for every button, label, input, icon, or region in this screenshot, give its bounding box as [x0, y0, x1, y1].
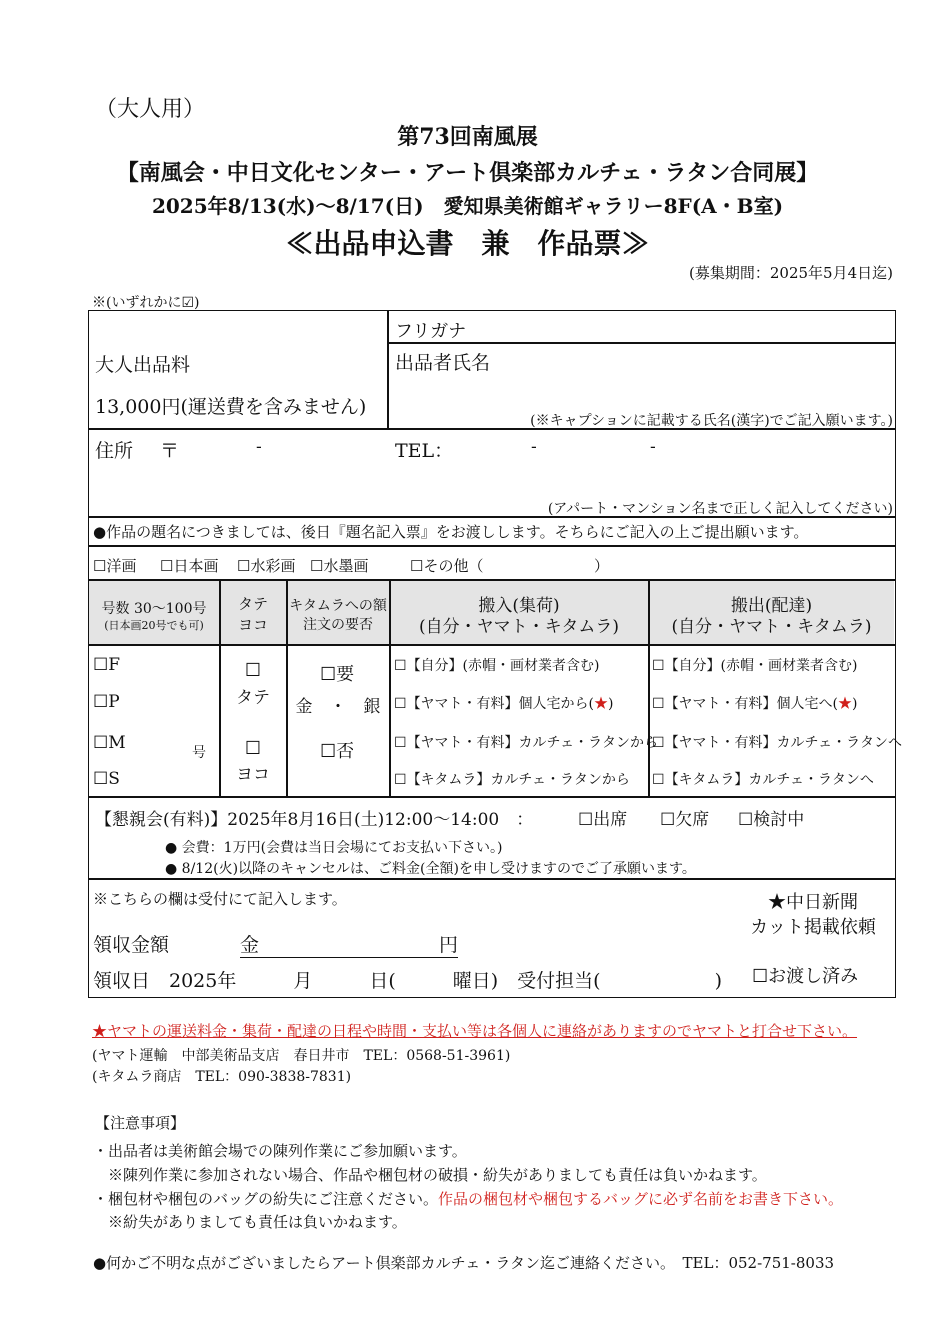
col-in-1: 搬入(集荷)	[478, 596, 560, 616]
caution-2: ※陳列作業に参加されない場合、作品や梱包材の破損・紛失がありましても責任は負いかねます。	[108, 1166, 767, 1184]
inquiry-line: ●何かご不明な点がございましたらアート倶楽部カルチェ・ラタン迄ご連絡ください。 TEL：052-751-8033	[93, 1254, 835, 1272]
genre-japanese-checkbox[interactable]: ☐ 日本画	[160, 555, 218, 576]
tel-dash-1: -	[531, 437, 537, 457]
out-kitamura-checkbox[interactable]: ☐ 【キタムラ】カルチェ・ラタンへ	[652, 769, 874, 789]
party-consider-checkbox[interactable]: ☐ 検討中	[738, 805, 804, 830]
postal-code-input[interactable]	[180, 434, 380, 462]
size-p-checkbox[interactable]: ☐ P	[93, 692, 120, 712]
out-yamato-latin-checkbox[interactable]: ☐ 【ヤマト・有料】カルチェ・ラタンへ	[652, 732, 902, 752]
fee-label: 大人出品料	[95, 354, 191, 376]
orientation-tate-label: タテ	[236, 688, 270, 708]
address-label: 住所	[95, 440, 134, 462]
exhibition-dates-venue: 2025年8/13(水)～8/17(日) 愛知県美術館ギャラリー8F(A・B室)	[151, 194, 784, 218]
caution-3: ・梱包材や梱包のバッグの紛失にご注意ください。作品の梱包材や梱包するバッグに必ず名前をお書き下さい。	[93, 1190, 844, 1208]
postal-mark: 〒	[160, 440, 180, 462]
tel-input[interactable]	[470, 434, 890, 462]
title-notice: ●作品の題名につきましては、後日『題名記入票』をお渡しします。そちらにご記入の上ご提出願います。	[93, 523, 809, 541]
in-yamato-latin-checkbox[interactable]: ☐ 【ヤマト・有料】カルチェ・ラタンから	[394, 732, 658, 752]
col-out-2: (自分・ヤマト・キタムラ)	[671, 617, 872, 637]
chunichi-label-2: カット掲載依頼	[750, 917, 876, 938]
size-f-checkbox[interactable]: ☐ F	[93, 655, 120, 675]
col-orient-1: タテ	[237, 595, 268, 613]
postal-dash: -	[256, 437, 262, 457]
in-self-checkbox[interactable]: ☐ 【自分】(赤帽・画材業者含む)	[394, 655, 600, 675]
genre-other-close: ）	[594, 557, 610, 575]
col-in-2: (自分・ヤマト・キタムラ)	[418, 617, 620, 637]
check-note: ※(いずれかに☑)	[92, 295, 200, 311]
tel-label: TEL：	[395, 440, 454, 462]
form-title: ≪出品申込書 兼 作品票≫	[285, 227, 650, 260]
party-attend-checkbox[interactable]: ☐ 出席	[578, 805, 627, 830]
receipt-kin: 金	[240, 934, 260, 956]
genre-ink-checkbox[interactable]: ☐ 水墨画	[310, 555, 368, 576]
orientation-tate-checkbox[interactable]	[220, 660, 286, 681]
out-yamato-home-checkbox[interactable]: ☐ 【ヤマト・有料】個人宅へ(★)	[652, 693, 858, 713]
furigana-label: フリガナ	[395, 321, 467, 342]
office-note: ※こちらの欄は受付にて記入します。	[93, 890, 347, 908]
col-orient-2: ヨコ	[237, 616, 268, 634]
genre-watercolor-checkbox[interactable]: ☐ 水彩画	[237, 555, 295, 576]
fee-value: 13,000円(運送費を含みません)	[95, 396, 367, 418]
genre-other-checkbox[interactable]: ☐ その他（	[410, 555, 483, 576]
address-note: (アパート・マンション名まで正しく記入してください)	[547, 501, 893, 517]
yamato-contact: (ヤマト運輸 中部美術品支店 春日井市 TEL：0568-51-3961)	[92, 1048, 511, 1064]
col-size-title: 号数 30～100号	[101, 601, 207, 617]
chunichi-handed-checkbox[interactable]: ☐ お渡し済み	[752, 962, 858, 988]
party-line: 【懇親会(有料)】2025年8月16日(土)12:00～14:00 ：	[95, 810, 534, 830]
name-label: 出品者氏名	[395, 352, 491, 374]
yamato-notice: ★ヤマトの運送料金・集荷・配達の日程や時間・支払い等は各個人に連絡がありますのでヤマトと打合せ下さい。	[92, 1022, 858, 1040]
caution-1: ・出品者は美術館会場での陳列作業にご参加願います。	[93, 1142, 467, 1160]
tel-dash-2: -	[650, 437, 656, 457]
chunichi-label-1: ★中日新聞	[768, 892, 858, 913]
party-absent-checkbox[interactable]: ☐ 欠席	[660, 805, 709, 830]
size-unit: 号	[192, 745, 206, 761]
receipt-date-line: 領収日 2025年 月 日( 曜日) 受付担当( )	[93, 970, 723, 992]
frame-color-options[interactable]: 金 ・ 銀	[295, 697, 381, 717]
receipt-amount-label: 領収金額	[93, 934, 170, 956]
size-number-input[interactable]	[130, 735, 190, 759]
exhibition-subtitle: 【南風会・中日文化センター・アート倶楽部カルチェ・ラタン合同展】	[116, 160, 819, 186]
col-out-1: 搬出(配達)	[730, 596, 813, 616]
furigana-input[interactable]	[500, 313, 890, 339]
col-frame-2: 注文の要否	[303, 617, 373, 633]
out-self-checkbox[interactable]: ☐ 【自分】(赤帽・画材業者含む)	[652, 655, 858, 675]
receipt-amount-field[interactable]	[240, 930, 458, 958]
col-frame-1: キタムラへの額	[289, 598, 387, 614]
audience-label: （大人用）	[95, 97, 206, 122]
receipt-yen: 円	[438, 934, 458, 956]
caution-4: ※紛失がありましても責任は負いかねます。	[108, 1213, 407, 1231]
party-fee-note: ● 会費：1万円(会費は当日会場にてお支払い下さい。)	[165, 840, 503, 856]
orientation-yoko-label: ヨコ	[236, 765, 270, 785]
party-cancel-note: ● 8/12(火)以降のキャンセルは、ご料金(全額)を申し受けますのでご了承願います。	[165, 861, 696, 877]
in-yamato-home-checkbox[interactable]: ☐ 【ヤマト・有料】個人宅から(★)	[394, 693, 614, 713]
orientation-yoko-checkbox[interactable]	[220, 738, 286, 759]
genre-western-checkbox[interactable]: ☐ 洋画	[93, 555, 136, 576]
exhibition-title: 第73回南風展	[397, 124, 538, 150]
name-input[interactable]	[520, 346, 890, 401]
size-m-checkbox[interactable]: ☐ M	[93, 733, 126, 753]
col-size-sub: (日本画20号でも可)	[104, 619, 204, 632]
kitamura-contact: (キタムラ商店 TEL：090-3838-7831)	[92, 1069, 352, 1085]
frame-no-checkbox[interactable]: ☐ 否	[320, 737, 354, 763]
frame-need-checkbox[interactable]: ☐ 要	[320, 660, 354, 686]
caution-title: 【注意事項】	[95, 1114, 186, 1132]
in-kitamura-checkbox[interactable]: ☐ 【キタムラ】カルチェ・ラタンから	[394, 769, 630, 789]
size-s-checkbox[interactable]: ☐ S	[93, 769, 120, 789]
address-input[interactable]	[95, 465, 885, 493]
application-period: (募集期間：2025年5月4日迄)	[689, 264, 893, 282]
name-note: (※キャプションに記載する氏名(漢字)でご記入願います。)	[530, 413, 893, 429]
